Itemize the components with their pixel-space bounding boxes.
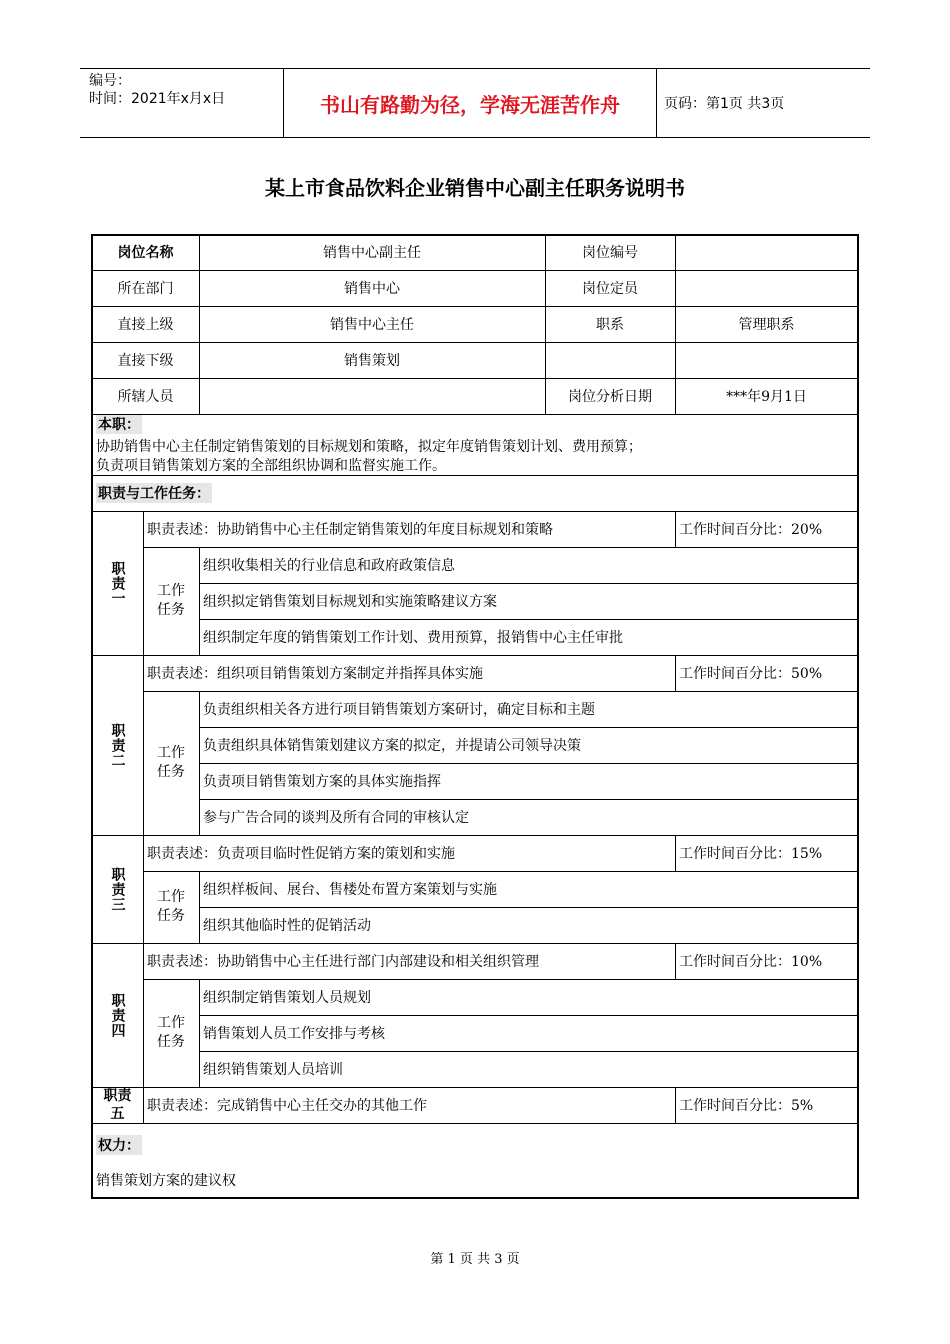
info-key: 直接上级	[117, 317, 174, 333]
task-divider	[199, 907, 858, 908]
core-line-2: 负责项目销售策划方案的全部组织协调和监督实施工作。	[96, 457, 446, 474]
duty-time-percentage: 工作时间百分比：5%	[679, 1098, 814, 1114]
info-key	[545, 342, 675, 378]
page-footer: 第 1 页 共 3 页	[430, 1252, 520, 1267]
pct-divider	[675, 511, 676, 547]
duties-header-row	[93, 476, 857, 510]
duty-label: 职责二	[109, 722, 126, 768]
info-key: 岗位编号	[582, 245, 638, 261]
task-item: 负责组织具体销售策划建议方案的拟定，并提请公司领导决策	[203, 738, 581, 754]
info-value	[675, 234, 858, 270]
info-value: 销售中心副主任	[323, 245, 421, 261]
duty-description: 职责表述：协助销售中心主任进行部门内部建设和相关组织管理	[147, 954, 539, 970]
duty-label: 职责一	[109, 560, 126, 606]
duty-time-percentage: 工作时间百分比：10%	[679, 954, 823, 970]
info-value: 管理职系	[738, 317, 795, 333]
task-divider	[199, 763, 858, 764]
task-item: 组织样板间、展台、售楼处布置方案策划与实施	[203, 882, 497, 898]
duty-label: 职责四	[109, 992, 126, 1038]
info-value: 销售中心	[344, 281, 400, 297]
duty-time-percentage: 工作时间百分比：50%	[679, 666, 823, 682]
duty-label: 职责三	[109, 866, 126, 912]
section-divider	[92, 475, 858, 476]
info-value	[675, 342, 858, 378]
info-value: 销售策划	[344, 353, 400, 369]
task-item: 销售策划人员工作安排与考核	[203, 1026, 385, 1042]
core-line-1: 协助销售中心主任制定销售策划的目标规划和策略，拟定年度销售策划计划、费用预算；	[96, 438, 642, 455]
task-item: 参与广告合同的谈判及所有合同的审核认定	[203, 810, 469, 826]
document-title: 某上市食品饮料企业销售中心副主任职务说明书	[265, 176, 685, 200]
info-column-divider	[675, 234, 676, 414]
info-key: 岗位分析日期	[568, 389, 652, 405]
doc-time-label: 时间：2021年x月x日	[89, 91, 226, 107]
info-key: 岗位名称	[117, 245, 174, 261]
duty-divider	[92, 1123, 858, 1124]
document-header	[80, 68, 870, 138]
task-item: 组织销售策划人员培训	[203, 1062, 343, 1078]
info-row-divider	[92, 306, 858, 307]
duty-description: 职责表述：组织项目销售策划方案制定并指挥具体实施	[147, 666, 483, 682]
task-item: 组织收集相关的行业信息和政府政策信息	[203, 558, 455, 574]
power-item: 销售策划方案的建议权	[96, 1173, 236, 1189]
task-divider	[199, 1015, 858, 1016]
info-key: 直接下级	[117, 353, 174, 369]
task-divider	[199, 583, 858, 584]
pct-divider	[675, 835, 676, 871]
pct-divider	[675, 655, 676, 691]
duty-description: 职责表述：负责项目临时性促销方案的策划和实施	[147, 846, 455, 862]
task-label: 工作任务	[157, 745, 185, 780]
task-label: 工作任务	[157, 889, 185, 924]
task-item: 负责组织相关各方进行项目销售策划方案研讨，确定目标和主题	[203, 702, 595, 718]
task-divider	[199, 799, 858, 800]
task-label: 工作任务	[157, 1015, 185, 1050]
info-value: 销售中心主任	[330, 317, 414, 333]
section-divider	[92, 414, 858, 415]
info-key: 所在部门	[117, 281, 174, 297]
power-label-row	[93, 1128, 857, 1161]
info-column-divider	[545, 234, 546, 414]
doc-number-label: 编号：	[89, 73, 131, 89]
task-divider	[199, 1051, 858, 1052]
core-label-row	[93, 414, 857, 436]
info-value	[199, 378, 545, 414]
info-key: 岗位定员	[582, 281, 638, 297]
task-label: 工作任务	[157, 583, 185, 618]
power-label: 权力：	[96, 1135, 142, 1155]
pct-divider	[675, 943, 676, 979]
header-meta	[80, 69, 280, 137]
header-page-label: 页码：第1页 共3页	[664, 96, 785, 112]
header-slogan: 书山有路勤为径，学海无涯苦作舟	[283, 69, 657, 137]
duty-time-percentage: 工作时间百分比：20%	[679, 522, 823, 538]
duties-header: 职责与工作任务：	[96, 483, 212, 503]
info-row-divider	[92, 342, 858, 343]
duty-time-percentage: 工作时间百分比：15%	[679, 846, 823, 862]
info-key: 所辖人员	[117, 389, 174, 405]
duty-description: 职责表述：协助销售中心主任制定销售策划的年度目标规划和策略	[147, 522, 553, 538]
task-divider	[199, 619, 858, 620]
task-item: 组织制定年度的销售策划工作计划、费用预算，报销售中心主任审批	[203, 630, 623, 646]
task-item: 负责项目销售策划方案的具体实施指挥	[203, 774, 441, 790]
task-divider	[199, 727, 858, 728]
pct-divider	[675, 1087, 676, 1123]
info-column-divider	[199, 234, 200, 414]
task-item: 组织其他临时性的促销活动	[203, 918, 371, 934]
duty-label: 职责五	[103, 1088, 132, 1122]
core-label: 本职：	[96, 414, 142, 434]
duty-description: 职责表述：完成销售中心主任交办的其他工作	[147, 1098, 427, 1114]
info-key: 职系	[596, 317, 624, 333]
info-row-divider	[92, 270, 858, 271]
task-item: 组织制定销售策划人员规划	[203, 990, 371, 1006]
info-value: ***年9月1日	[726, 389, 807, 405]
task-item: 组织拟定销售策划目标规划和实施策略建议方案	[203, 594, 497, 610]
info-row-divider	[92, 378, 858, 379]
info-value	[675, 270, 858, 306]
